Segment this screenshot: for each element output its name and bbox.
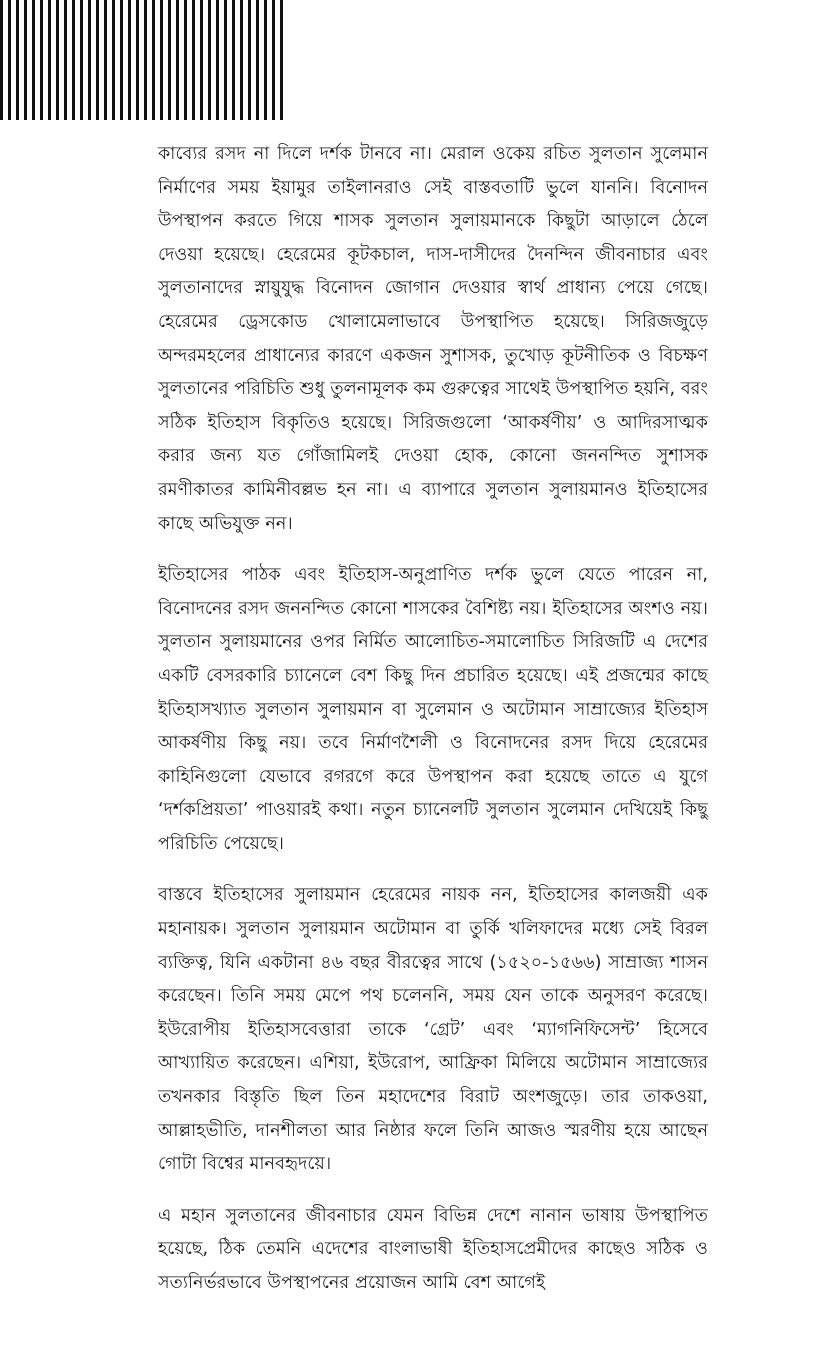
paragraph-4: এ মহান সুলতানের জীবনাচার যেমন বিভিন্ন দেশে নানান ভাষায় উপস্থাপিত হয়েছে, ঠিক তেমনি এদেশের বাংলাভাষী ইতিহাসপ্রেমীদের কাছেও সঠিক ও সত্যনির্ভরভাবে উপস্থাপনের প্রয়োজন আমি বেশ আগেই [158,1205,708,1293]
paragraph-1: কাব্যের রসদ না দিলে দর্শক টানবে না। মেরাল ওকেয় রচিত সুলতান সুলেমান নির্মাণের সময় ইয়ামুর তাইলানরাও সেই বাস্তবতাটি ভুলে যাননি। বিনোদন উপস্থাপন করতে গিয়ে শাসক সুলতান সুলায়মানকে কিছুটা আড়ালে ঠেলে দেওয়া হয়েছে। হেরেমের কূটকচাল, দাস-দাসীদের দৈনন্দিন জীবনাচার এবং সুলতানাদের স্নায়ুযুদ্ধ বিনোদন জোগান দেওয়ার স্বার্থ প্রাধান্য পেয়ে গেছে। হেরেমের ড্রেসকোড খোলামেলাভাবে উপস্থাপিত হয়েছে। সিরিজজুড়ে অন্দরমহলের প্রাধান্যের কারণে একজন সুশাসক, তুখোড় কূটনীতিক ও বিচক্ষণ সুলতানের পরিচিতি শুধু তুলনামূলক কম গুরুত্বের সাথেই উপস্থাপিত হয়নি, বরং সঠিক ইতিহাস বিকৃতিও হয়েছে। সিরিজগুলো ‘আকর্ষণীয়’ ও আদিরসাত্মক করার জন্য যত গোঁজামিলই দেওয়া হোক, কোনো জননন্দিত সুশাসক রমণীকাতর কামিনীবল্লভ হন না। এ ব্যাপারে সুলতান সুলায়মানও ইতিহাসের কাছে অভিযুক্ত নন। [158,144,708,534]
page-body-text [158,138,708,1319]
paragraph-2: ইতিহাসের পাঠক এবং ইতিহাস-অনুপ্রাণিত দর্শক ভুলে যেতে পারেন না, বিনোদনের রসদ জননন্দিত কোনো শাসকের বৈশিষ্ট্য নয়। ইতিহাসের অংশও নয়। সুলতান সুলায়মানের ওপর নির্মিত আলোচিত-সমালোচিত সিরিজটি এ দেশের একটি বেসরকারি চ্যানেলে বেশ কিছু দিন প্রচারিত হয়েছে। এই প্রজন্মের কাছে ইতিহাসখ্যাত সুলতান সুলায়মান বা সুলেমান ও অটোমান সাম্রাজ্যের ইতিহাস আকর্ষণীয় কিছু নয়। তবে নির্মাণশৈলী ও বিনোদনের রসদ দিয়ে হেরেমের কাহিনিগুলো যেভাবে রগরগে করে উপস্থাপন করা হয়েছে তাতে এ যুগে ‘দর্শকপ্রিয়তা’ পাওয়ারই কথা। নতুন চ্যানেলটি সুলতান সুলেমান দেখিয়েই কিছু পরিচিতি পেয়েছে। [158,565,708,854]
decorative-stripe-pattern [0,0,288,120]
paragraph-3: বাস্তবে ইতিহাসের সুলায়মান হেরেমের নায়ক নন, ইতিহাসের কালজয়ী এক মহানায়ক। সুলতান সুলায়মান অটোমান বা তুর্কি খলিফাদের মধ্যে সেই বিরল ব্যক্তিত্ব, যিনি একটানা ৪৬ বছর বীরত্বের সাথে (১৫২০-১৫৬৬) সাম্রাজ্য শাসন করেছেন। তিনি সময় মেপে পথ চলেননি, সময় যেন তাকে অনুসরণ করেছে। ইউরোপীয় ইতিহাসবেত্তারা তাকে ‘গ্রেট’ এবং ‘ম্যাগনিফিসেন্ট’ হিসেবে আখ্যায়িত করেছেন। এশিয়া, ইউরোপ, আফ্রিকা মিলিয়ে অটোমান সাম্রাজ্যের তখনকার বিস্তৃতি ছিল তিন মহাদেশের বিরাট অংশজুড়ে। তার তাকওয়া, আল্লাহভীতি, দানশীলতা আর নিষ্ঠার ফলে তিনি আজও স্মরণীয় হয়ে আছেন গোটা বিশ্বের মানবহৃদয়ে। [158,885,708,1175]
